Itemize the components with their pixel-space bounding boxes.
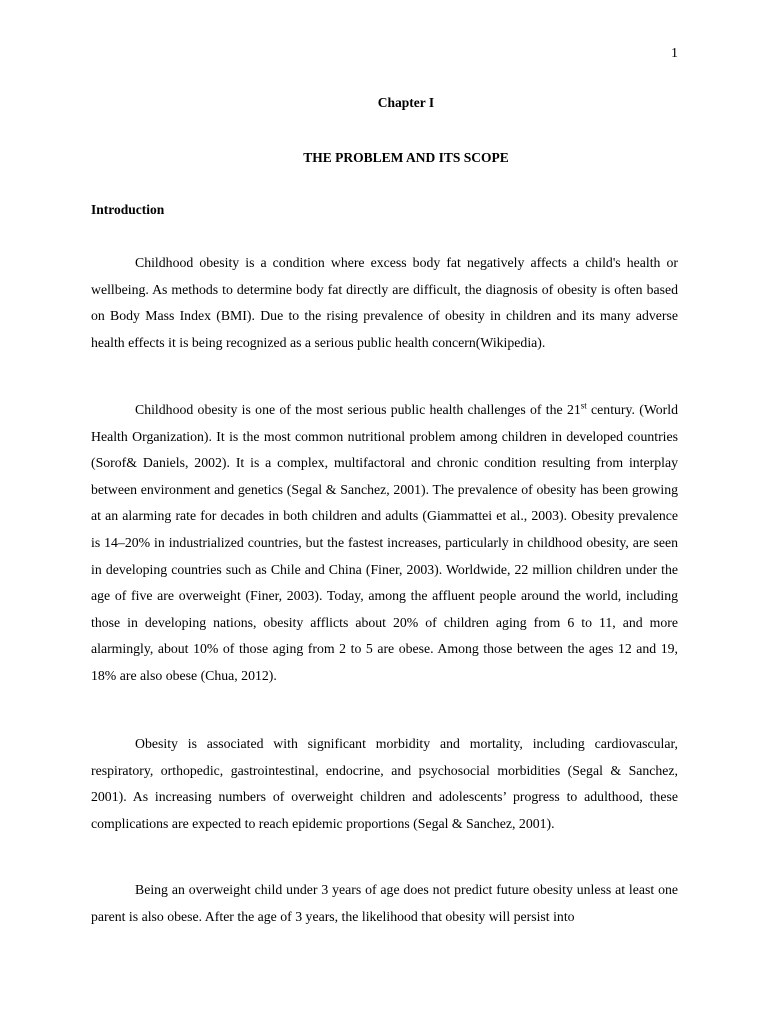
- chapter-title: Chapter I: [377, 95, 435, 110]
- section-heading: Introduction: [91, 202, 165, 217]
- paragraph-3: Obesity is associated with significant morbidity and mortality, including cardiovascular, respiratory, orthopedic, gastrointestinal, endocrine, and psychosocial morbidities (Segal & Sanchez, 2001). As increasing numbers of overweight children and adolescents’ progress to adulthood, these complications are expected to reach epidemic proportions (Segal & Sanchez, 2001).: [91, 736, 678, 831]
- paragraph-2-text-before-superscript: Childhood obesity is one of the most serious public health challenges of the 21: [135, 402, 581, 417]
- paragraph-4: Being an overweight child under 3 years of age does not predict future obesity unless at least one parent is also obese. After the age of 3 years, the likelihood that obesity will persist into: [91, 882, 678, 924]
- paragraph-1: Childhood obesity is a condition where excess body fat negatively affects a child's health or wellbeing. As methods to determine body fat directly are difficult, the diagnosis of obesity is often based on Body Mass Index (BMI). Due to the rising prevalence of obesity in children and its many adverse health effects it is being recognized as a serious public health concern(Wikipedia).: [91, 255, 678, 350]
- page-number: 1: [671, 46, 678, 61]
- ordinal-superscript: st: [580, 400, 587, 411]
- paragraph-2: [91, 397, 678, 690]
- paragraph-2-text-after-superscript: century. (World Health Organization). It is the most common nutritional problem among children in developed countries (Sorof& Daniels, 2002). It is a complex, multifactoral and chronic condition resulting from interplay between environment and genetics (Segal & Sanchez, 2001). The prevalence of obesity has been growing at an alarming rate for decades in both children and adults (Giammattei et al., 2003). Obesity prevalence is 14–20% in industrialized countries, but the fastest increases, particularly in childhood obesity, are seen in developing countries such as Chile and China (Finer, 2003). Worldwide, 22 million children under the age of five are overweight (Finer, 2003). Today, among the affluent people around the world, including those in developing nations, obesity afflicts about 20% of children aging from 6 to 11, and more alarmingly, about 10% of those aging from 2 to 5 are obese. Among those between the ages 12 and 19, 18% are also obese (Chua, 2012).: [91, 402, 678, 683]
- chapter-subtitle: THE PROBLEM AND ITS SCOPE: [303, 150, 509, 165]
